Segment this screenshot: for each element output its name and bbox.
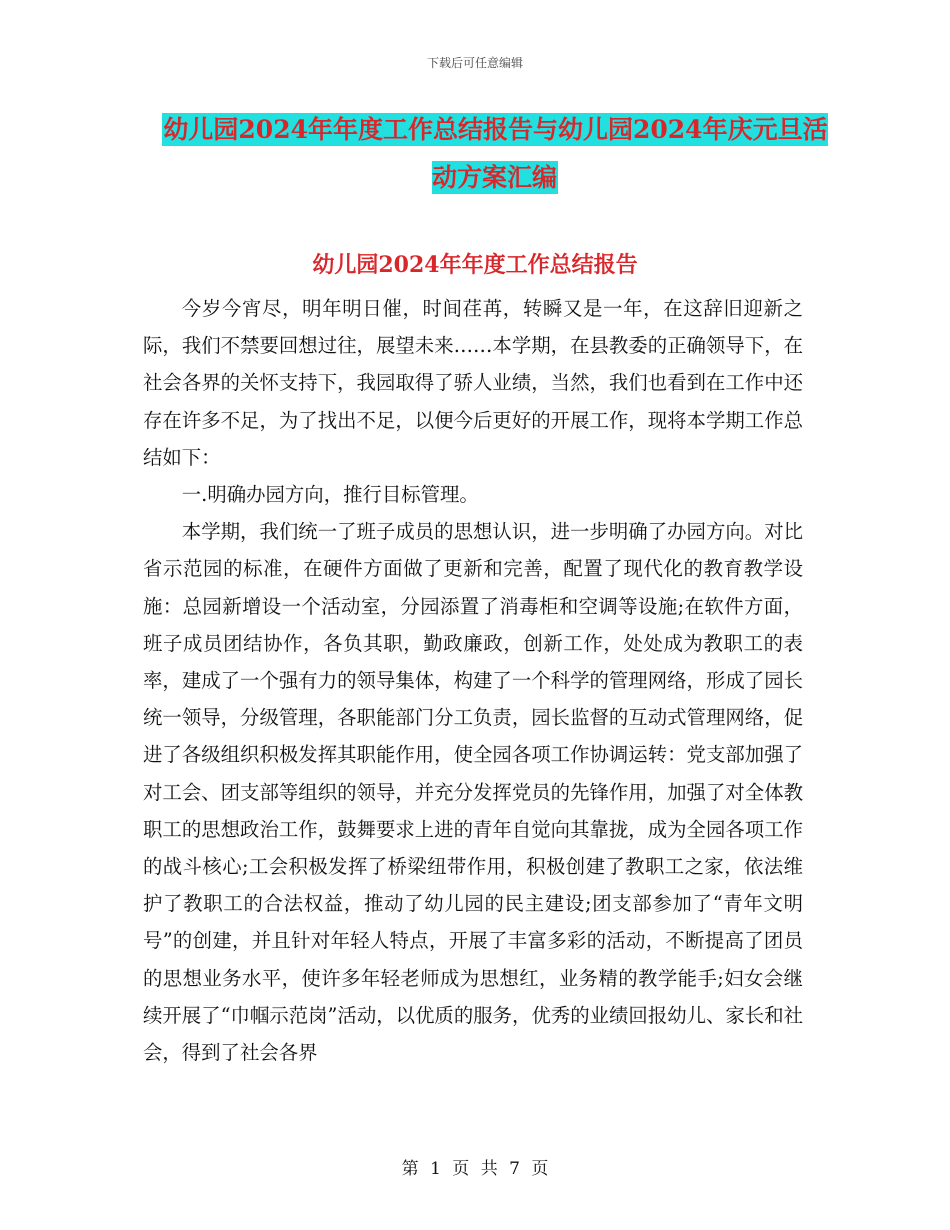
body-paragraph: 本学期，我们统一了班子成员的思想认识，进一步明确了办园方向。对比省示范园的标准，在硬件方面做了更新和完善，配置了现代化的教育教学设施：总园新增设一个活动室，分园添置了消毒柜和空调等设施;在软件方面，班子成员团结协作，各负其职，勤政廉政，创新工作，处处成为教职工的表率，建成了一个强有力的领导集体，构建了一个科学的管理网络，形成了园长统一领导，分级管理，各职能部门分工负责，园长监督的互动式管理网络，促进了各级组织积极发挥其职能作用，使全园各项工作协调运转：党支部加强了对工会、团支部等组织的领导，并充分发挥党员的先锋作用，加强了对全体教职工的思想政治工作，鼓舞要求上进的青年自觉向其靠拢，成为全园各项工作的战斗核心;工会积极发挥了桥梁纽带作用，积极创建了教职工之家，依法维护了教职工的合法权益，推动了幼儿园的民主建设;团支部参加了“青年文明号”的创建，并且针对年轻人特点，开展了丰富多彩的活动，不断提高了团员的思想业务水平，使许多年轻老师成为思想红，业务精的教学能手;妇女会继续开展了“巾帼示范岗”活动，以优质的服务，优秀的业绩回报幼儿、家长和社会，得到了社会各界: [143, 520, 803, 1065]
section-title: 幼儿园2024年年度工作总结报告: [312, 252, 638, 278]
header-note: 下载后可任意编辑: [426, 56, 523, 70]
document-title-text: 幼儿园2024年年度工作总结报告与幼儿园2024年庆元旦活动方案汇编: [163, 115, 828, 192]
document-title: [150, 106, 840, 202]
body-heading-1: 一.明确办园方向，推行目标管理。: [181, 483, 479, 507]
document-body: [143, 290, 803, 1071]
page-number: 第 1 页 共 7 页: [401, 1159, 549, 1179]
body-paragraph: 今岁今宵尽，明年明日催，时间荏苒，转瞬又是一年，在这辞旧迎新之际，我们不禁要回想过往，展望未来……本学期，在县教委的正确领导下，在社会各界的关怀支持下，我园取得了骄人业绩，当然，我们也看到在工作中还存在许多不足，为了找出不足，以便今后更好的开展工作，现将本学期工作总结如下：: [143, 297, 803, 469]
